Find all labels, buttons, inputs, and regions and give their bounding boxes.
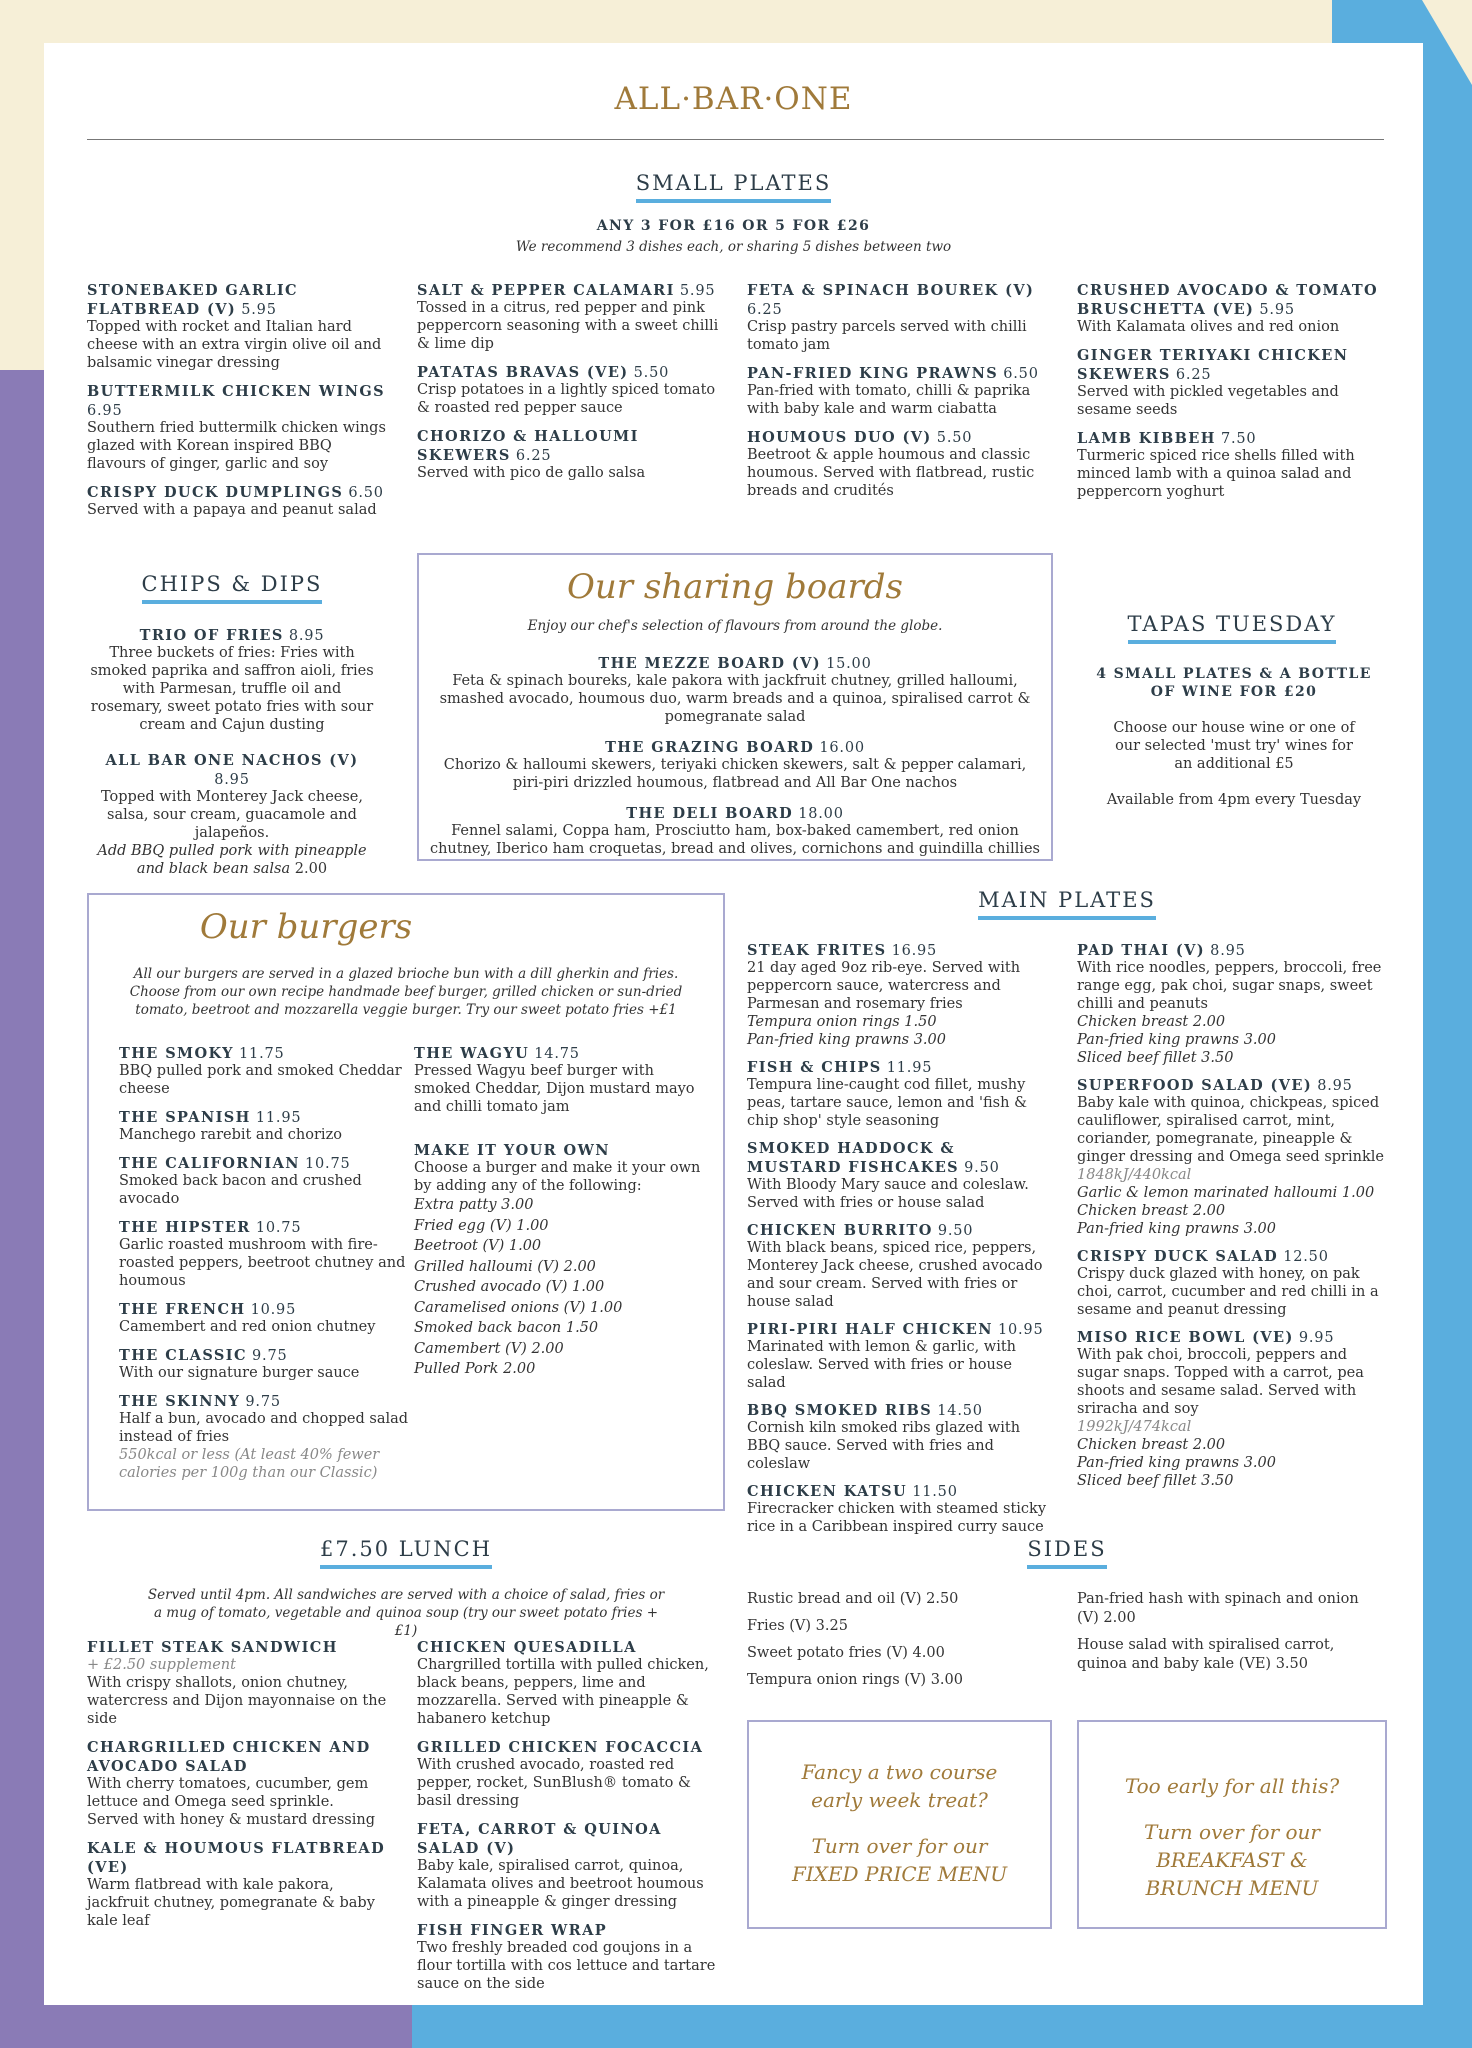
item-heading bbox=[87, 1637, 387, 1656]
item-price: 9.50 bbox=[937, 1223, 974, 1239]
item-description: Crispy duck glazed with honey, on pak choi, carrot, cucumber and red chilli in a sesame and peanut dressing bbox=[1077, 1266, 1379, 1318]
item-name: PAN-FRIED KING PRAWNS bbox=[747, 365, 999, 382]
item-price: 11.95 bbox=[255, 1110, 302, 1126]
item-description: Marinated with lemon & garlic, with coleslaw. Served with fries or house salad bbox=[747, 1339, 1017, 1391]
item-name: CHICKEN BURRITO bbox=[747, 1222, 933, 1239]
item-note: 1992kJ/474kcal bbox=[1077, 1419, 1192, 1435]
item-price: 14.50 bbox=[937, 1403, 983, 1419]
item-extra bbox=[87, 842, 377, 878]
item-note: 1848kJ/440kcal bbox=[1077, 1167, 1192, 1183]
small-plates-offer: ANY 3 FOR £16 OR 5 FOR £26 bbox=[596, 218, 871, 234]
menu-item bbox=[119, 1299, 409, 1336]
item-description: Baby kale, spiralised carrot, quinoa, Kalamata olives and beetroot houmous with a pineapple & ginger dressing bbox=[417, 1858, 704, 1910]
burger-extra: Beetroot (V) 1.00 bbox=[414, 1238, 542, 1254]
item-name: BUTTERMILK CHICKEN WINGS bbox=[87, 383, 386, 400]
small-plates-col4 bbox=[1077, 280, 1387, 510]
item-heading bbox=[87, 625, 377, 644]
item-name: THE GRAZING BOARD bbox=[605, 739, 815, 756]
small-plates-col1 bbox=[87, 280, 392, 528]
item-name: THE SPANISH bbox=[119, 1109, 251, 1126]
item-extra: Sliced beef fillet 3.50 bbox=[1077, 1050, 1234, 1066]
item-price: 18.00 bbox=[798, 806, 844, 822]
item-name: FISH FINGER WRAP bbox=[417, 1922, 608, 1939]
item-name: CRUSHED AVOCADO & TOMATO BRUSCHETTA (VE) bbox=[1077, 282, 1379, 318]
menu-item bbox=[417, 280, 722, 353]
side-item: Tempura onion rings (V) 3.00 bbox=[747, 1672, 963, 1688]
item-description: With cherry tomatoes, cucumber, gem lettuce and Omega seed sprinkle. Served with honey & mustard dressing bbox=[87, 1776, 375, 1828]
item-description: With black beans, spiced rice, peppers, Monterey Jack cheese, crushed avocado and sour cream. Served with fries or house salad bbox=[747, 1240, 1043, 1310]
item-price: 8.95 bbox=[1210, 943, 1246, 959]
menu-item bbox=[747, 1481, 1052, 1536]
item-name: SMOKED HADDOCK & MUSTARD FISHCAKES bbox=[747, 1140, 960, 1176]
item-description: Pressed Wagyu beef burger with smoked Cheddar, Dijon mustard mayo and chilli tomato jam bbox=[414, 1063, 695, 1115]
item-description: Three buckets of fries: Fries with smoked paprika and saffron aioli, fries with Parmesan, truffle oil and rosemary, sweet potato fries with sour cream and Cajun dusting bbox=[90, 645, 374, 733]
menu-item bbox=[1077, 1246, 1392, 1319]
side-item: Pan-fried hash with spinach and onion (V) 2.00 bbox=[1077, 1591, 1359, 1626]
item-name: CHICKEN QUESADILLA bbox=[417, 1639, 637, 1656]
item-heading bbox=[1077, 1075, 1392, 1094]
item-description: Smoked back bacon and crushed avocado bbox=[119, 1173, 362, 1207]
item-name: SALT & PEPPER CALAMARI bbox=[417, 282, 675, 299]
item-price: 10.95 bbox=[997, 1322, 1044, 1338]
burgers-title: Our burgers bbox=[199, 907, 413, 947]
item-heading bbox=[417, 1637, 722, 1656]
item-description: With our signature burger sauce bbox=[119, 1365, 360, 1381]
menu-item bbox=[119, 1345, 409, 1382]
item-name: THE WAGYU bbox=[414, 1045, 530, 1062]
menu-item bbox=[87, 381, 392, 473]
burger-extra: Extra patty 3.00 bbox=[414, 1197, 534, 1213]
item-description: With pak choi, broccoli, peppers and sugar snaps. Topped with a carrot, pea shoots and sesame salad. Served with sriracha and soy bbox=[1077, 1347, 1364, 1417]
item-heading bbox=[747, 1220, 1052, 1239]
menu-item bbox=[1077, 345, 1387, 419]
small-plates-col3 bbox=[747, 280, 1052, 509]
brand-logo: ALL·BAR·ONE bbox=[614, 81, 853, 117]
item-heading bbox=[747, 1138, 1052, 1176]
burgers-col2 bbox=[414, 1043, 704, 1380]
side-item: Fries (V) 3.25 bbox=[747, 1618, 848, 1634]
item-description: Served with a papaya and peanut salad bbox=[87, 502, 377, 518]
chips-dips-title: CHIPS & DIPS bbox=[87, 572, 377, 604]
small-plates-title: SMALL PLATES bbox=[44, 171, 1423, 203]
menu-item bbox=[87, 625, 377, 734]
menu-item bbox=[119, 1107, 409, 1144]
item-heading bbox=[119, 1153, 409, 1172]
breakfast-promo-line1: Too early for all this? bbox=[1124, 1774, 1340, 1798]
item-extra: Chicken breast 2.00 bbox=[1077, 1014, 1226, 1030]
item-name: PAD THAI (V) bbox=[1077, 942, 1206, 959]
menu-item bbox=[417, 362, 722, 417]
item-name: THE DELI BOARD bbox=[626, 805, 794, 822]
item-description: Tempura line-caught cod fillet, mushy peas, tartare sauce, lemon and 'fish & chip shop' style seasoning bbox=[747, 1077, 1027, 1129]
item-description: 21 day aged 9oz rib-eye. Served with peppercorn sauce, watercress and Parmesan and rosemary fries bbox=[747, 960, 1021, 1012]
sides-title: SIDES bbox=[747, 1537, 1387, 1569]
item-extra: Pan-fried king prawns 3.00 bbox=[1077, 1455, 1276, 1471]
item-extra: Pan-fried king prawns 3.00 bbox=[747, 1032, 946, 1048]
item-heading bbox=[747, 280, 1052, 318]
item-description: With rice noodles, peppers, broccoli, free range egg, pak choi, sugar snaps, sweet chilli and peanuts bbox=[1077, 960, 1382, 1012]
item-price: 14.75 bbox=[534, 1046, 580, 1062]
menu-item bbox=[87, 1838, 387, 1930]
item-heading bbox=[429, 737, 1041, 756]
item-heading bbox=[87, 482, 392, 501]
item-extra: Tempura onion rings 1.50 bbox=[747, 1014, 937, 1030]
item-price: 11.95 bbox=[886, 1060, 933, 1076]
menu-item bbox=[119, 1217, 409, 1290]
item-name: FILLET STEAK SANDWICH bbox=[87, 1639, 338, 1656]
item-heading bbox=[417, 362, 722, 381]
menu-item bbox=[747, 1057, 1052, 1130]
menu-item bbox=[429, 653, 1041, 726]
item-description: Served with pickled vegetables and sesame seeds bbox=[1077, 384, 1339, 418]
tapas-desc: Choose our house wine or one of our selected 'must try' wines for an additional £5 bbox=[1113, 720, 1355, 772]
menu-item bbox=[1077, 280, 1387, 336]
item-name: THE MEZZE BOARD (V) bbox=[598, 655, 821, 672]
item-description: With Bloody Mary sauce and coleslaw. Served with fries or house salad bbox=[747, 1177, 1029, 1211]
main-plates-col1 bbox=[747, 940, 1052, 1544]
menu-item bbox=[417, 1819, 722, 1911]
item-description: Turmeric spiced rice shells filled with minced lamb with a quinoa salad and peppercorn yoghurt bbox=[1077, 448, 1355, 500]
fixed-price-promo-line2: Turn over for our FIXED PRICE MENU bbox=[791, 1834, 1008, 1886]
item-price: 7.50 bbox=[1220, 431, 1257, 447]
menu-item bbox=[417, 426, 722, 482]
item-description: Pan-fried with tomato, chilli & paprika with baby kale and warm ciabatta bbox=[747, 383, 1031, 417]
item-price: 11.50 bbox=[912, 1484, 958, 1500]
menu-item bbox=[119, 1153, 409, 1208]
item-heading bbox=[747, 1481, 1052, 1500]
menu-item bbox=[119, 1043, 409, 1098]
item-name: LAMB KIBBEH bbox=[1077, 430, 1216, 447]
item-description: Crisp pastry parcels served with chilli tomato jam bbox=[747, 319, 1027, 353]
item-price: 6.25 bbox=[515, 448, 552, 464]
item-price: 6.25 bbox=[1175, 367, 1212, 383]
item-heading bbox=[747, 1319, 1052, 1338]
header-rule bbox=[87, 139, 1384, 140]
burger-extra: Crushed avocado (V) 1.00 bbox=[414, 1279, 605, 1295]
item-price: 15.00 bbox=[826, 656, 872, 672]
menu-item bbox=[429, 803, 1041, 858]
item-price: 8.95 bbox=[1317, 1078, 1353, 1094]
item-price: 5.50 bbox=[936, 430, 973, 446]
item-price: 9.75 bbox=[245, 1394, 281, 1410]
menu-item bbox=[87, 1737, 387, 1829]
item-price: 9.95 bbox=[1298, 1330, 1335, 1346]
item-price: 8.95 bbox=[288, 628, 325, 644]
menu-item bbox=[119, 1391, 409, 1482]
item-name: CHORIZO & HALLOUMI SKEWERS bbox=[417, 428, 639, 464]
item-extra: Pan-fried king prawns 3.00 bbox=[1077, 1221, 1276, 1237]
sides-col2 bbox=[1077, 1590, 1382, 1682]
item-name: THE SMOKY bbox=[119, 1045, 234, 1062]
burgers-box bbox=[87, 893, 725, 1511]
side-item: Rustic bread and oil (V) 2.50 bbox=[747, 1591, 959, 1607]
menu-item bbox=[87, 750, 377, 878]
sharing-boards-subtitle: Enjoy our chef's selection of flavours from around the globe. bbox=[527, 618, 943, 634]
item-extra-price: 2.00 bbox=[294, 861, 328, 877]
item-name: PIRI-PIRI HALF CHICKEN bbox=[747, 1321, 993, 1338]
item-extra: Chicken breast 2.00 bbox=[1077, 1203, 1226, 1219]
item-heading bbox=[1077, 1327, 1392, 1346]
item-name: KALE & HOUMOUS FLATBREAD (VE) bbox=[87, 1840, 386, 1876]
menu-item bbox=[87, 1637, 387, 1728]
sharing-boards-box bbox=[417, 553, 1053, 861]
item-description: Topped with Monterey Jack cheese, salsa, sour cream, guacamole and jalapeños. bbox=[101, 789, 363, 841]
item-description: Firecracker chicken with steamed sticky rice in a Caribbean inspired curry sauce bbox=[747, 1501, 1047, 1535]
menu-item bbox=[417, 1737, 722, 1810]
item-name: CRISPY DUCK DUMPLINGS bbox=[87, 484, 344, 501]
item-heading bbox=[417, 426, 722, 464]
tapas-tuesday-title: TAPAS TUESDAY bbox=[1077, 612, 1387, 644]
sharing-boards-list bbox=[429, 653, 1041, 869]
burger-extra: Pulled Pork 2.00 bbox=[414, 1361, 536, 1377]
breakfast-promo bbox=[1077, 1720, 1387, 1929]
item-description: Fennel salami, Coppa ham, Prosciutto ham, box-baked camembert, red onion chutney, Iberico ham croquetas, bread and olives, cornichons and guindilla chillies bbox=[429, 823, 1041, 857]
lunch-title: £7.50 LUNCH bbox=[87, 1537, 725, 1569]
item-description: Cornish kiln smoked ribs glazed with BBQ sauce. Served with fries and coleslaw bbox=[747, 1420, 1021, 1472]
item-description: Beetroot & apple houmous and classic houmous. Served with flatbread, rustic breads and crudités bbox=[747, 447, 1035, 499]
item-name: STONEBAKED GARLIC FLATBREAD (V) bbox=[87, 282, 298, 318]
menu-sheet bbox=[44, 43, 1423, 2005]
item-heading bbox=[417, 1819, 722, 1857]
item-extra: Sliced beef fillet 3.50 bbox=[1077, 1473, 1234, 1489]
item-price: 9.50 bbox=[964, 1160, 1000, 1176]
item-heading bbox=[1077, 940, 1392, 959]
item-price: 6.50 bbox=[348, 485, 384, 501]
item-heading bbox=[747, 1057, 1052, 1076]
item-description: BBQ pulled pork and smoked Cheddar cheese bbox=[119, 1063, 402, 1097]
item-heading bbox=[119, 1043, 409, 1062]
item-heading bbox=[429, 803, 1041, 822]
item-name: THE CLASSIC bbox=[119, 1347, 247, 1364]
burger-extra: Grilled halloumi (V) 2.00 bbox=[414, 1258, 596, 1275]
menu-item bbox=[747, 363, 1052, 418]
item-name: THE HIPSTER bbox=[119, 1219, 251, 1236]
item-heading bbox=[119, 1107, 409, 1126]
menu-item bbox=[747, 1319, 1052, 1392]
item-name: GINGER TERIYAKI CHICKEN SKEWERS bbox=[1077, 347, 1349, 383]
burgers-col1 bbox=[119, 1043, 409, 1491]
item-name: THE CALIFORNIAN bbox=[119, 1155, 300, 1172]
item-price: 10.75 bbox=[255, 1220, 302, 1236]
item-extra-text: Add BBQ pulled pork with pineapple and black bean salsa bbox=[97, 843, 367, 877]
fixed-price-promo-line1: Fancy a two course early week treat? bbox=[801, 1760, 998, 1812]
breakfast-promo-line2: Turn over for our BREAKFAST & BRUNCH MENU bbox=[1144, 1820, 1320, 1900]
item-description: Choose a burger and make it your own by adding any of the following: bbox=[414, 1160, 701, 1194]
side-item: Sweet potato fries (V) 4.00 bbox=[747, 1645, 945, 1661]
item-heading bbox=[87, 381, 392, 419]
item-price: 5.95 bbox=[679, 283, 716, 299]
item-name: CRISPY DUCK SALAD bbox=[1077, 1248, 1279, 1265]
main-plates-col2 bbox=[1077, 940, 1392, 1498]
tapas-offer: 4 SMALL PLATES & A BOTTLE OF WINE FOR £20 bbox=[1096, 666, 1372, 700]
item-price: 16.95 bbox=[891, 943, 938, 959]
menu-item bbox=[87, 280, 392, 372]
sharing-boards-title: Our sharing boards bbox=[566, 567, 903, 607]
item-description: Half a bun, avocado and chopped salad instead of fries bbox=[119, 1411, 409, 1445]
menu-item bbox=[747, 1220, 1052, 1311]
item-description: Crisp potatoes in a lightly spiced tomato & roasted red pepper sauce bbox=[417, 382, 716, 416]
item-heading bbox=[87, 280, 392, 318]
menu-item bbox=[747, 1138, 1052, 1212]
chips-dips-list bbox=[87, 625, 377, 894]
item-heading bbox=[87, 1838, 387, 1876]
item-price: 5.50 bbox=[633, 365, 670, 381]
lunch-intro: Served until 4pm. All sandwiches are served with a choice of salad, fries or a mug of tomato, vegetable and quinoa soup (try our sweet potato fries +£1) bbox=[147, 1587, 665, 1639]
item-price: 5.95 bbox=[1259, 302, 1295, 318]
item-description: With crispy shallots, onion chutney, watercress and Dijon mayonnaise on the side bbox=[87, 1675, 387, 1727]
menu-item bbox=[1077, 1327, 1392, 1490]
item-description: With crushed avocado, roasted red pepper, rocket, SunBlush® tomato & basil dressing bbox=[417, 1757, 691, 1809]
burgers-intro: All our burgers are served in a glazed brioche bun with a dill gherkin and fries. Choose from our own recipe handmade beef burger, grilled chicken or sun-dried tomato, beetroot and mozzarella veggie burger. Try our sweet potato fries +£1 bbox=[129, 966, 683, 1018]
tapas-availability: Available from 4pm every Tuesday bbox=[1106, 792, 1362, 808]
burger-extra: Camembert (V) 2.00 bbox=[414, 1340, 564, 1357]
item-price: 8.95 bbox=[214, 772, 250, 788]
item-extra: Pan-fried king prawns 3.00 bbox=[1077, 1032, 1276, 1048]
menu-item bbox=[747, 940, 1052, 1049]
item-price: 12.50 bbox=[1283, 1249, 1329, 1265]
menu-item bbox=[1077, 1075, 1392, 1238]
item-description: Topped with rocket and Italian hard cheese with an extra virgin olive oil and balsamic vinegar dressing bbox=[87, 319, 382, 371]
item-heading bbox=[1077, 1246, 1392, 1265]
item-price: 11.75 bbox=[239, 1046, 285, 1062]
item-note: 550kcal or less (At least 40% fewer calories per 100g than our Classic) bbox=[119, 1447, 380, 1481]
item-name: CHICKEN KATSU bbox=[747, 1483, 908, 1500]
item-name: FETA & SPINACH BOUREK (V) bbox=[747, 282, 1035, 299]
item-price: 10.75 bbox=[304, 1156, 351, 1172]
item-heading bbox=[1077, 428, 1387, 447]
item-name: ALL BAR ONE NACHOS (V) bbox=[105, 752, 359, 769]
item-name: TRIO OF FRIES bbox=[139, 627, 284, 644]
item-heading bbox=[747, 427, 1052, 446]
item-description: Served with pico de gallo salsa bbox=[417, 465, 646, 481]
item-price: 6.50 bbox=[1003, 366, 1039, 382]
item-description: Feta & spinach boureks, kale pakora with jackfruit chutney, grilled halloumi, smashed avocado, houmous duo, warm breads and a quinoa, spiralised carrot & pomegranate salad bbox=[439, 673, 1031, 725]
fixed-price-promo bbox=[747, 1720, 1052, 1929]
item-price: 6.95 bbox=[87, 403, 123, 419]
item-description: Garlic roasted mushroom with fire-roasted peppers, beetroot chutney and houmous bbox=[119, 1237, 406, 1289]
burger-extra: Fried egg (V) 1.00 bbox=[414, 1217, 549, 1234]
item-price: 5.95 bbox=[241, 302, 277, 318]
item-name: CHARGRILLED CHICKEN AND AVOCADO SALAD bbox=[87, 1739, 371, 1775]
item-heading bbox=[417, 280, 722, 299]
item-price: 16.00 bbox=[819, 740, 865, 756]
item-heading bbox=[747, 1400, 1052, 1419]
menu-item-wagyu bbox=[414, 1043, 704, 1116]
menu-item bbox=[747, 1400, 1052, 1473]
side-item: House salad with spiralised carrot, quinoa and baby kale (VE) 3.50 bbox=[1077, 1637, 1335, 1672]
item-description: Chargrilled tortilla with pulled chicken, black beans, peppers, lime and mozzarella. Served with pineapple & habanero ketchup bbox=[417, 1657, 709, 1727]
item-price: 10.95 bbox=[250, 1302, 297, 1318]
item-heading bbox=[119, 1299, 409, 1318]
item-description: Southern fried buttermilk chicken wings glazed with Korean inspired BBQ flavours of ginger, garlic and soy bbox=[87, 420, 386, 472]
lunch-col2 bbox=[417, 1637, 722, 2002]
item-description: Baby kale with quinoa, chickpeas, spiced cauliflower, spiralised carrot, mint, coriander, pomegranate, pineapple & ginger dressing and Omega seed sprinkle bbox=[1077, 1095, 1384, 1165]
item-heading bbox=[747, 363, 1052, 382]
item-name: MISO RICE BOWL (VE) bbox=[1077, 1329, 1294, 1346]
item-heading bbox=[429, 653, 1041, 672]
item-note: + £2.50 supplement bbox=[87, 1657, 236, 1673]
item-price: 9.75 bbox=[252, 1348, 288, 1364]
item-name: STEAK FRITES bbox=[747, 942, 887, 959]
burger-extra: Smoked back bacon 1.50 bbox=[414, 1320, 599, 1336]
item-description: Manchego rarebit and chorizo bbox=[119, 1127, 342, 1143]
item-name: PATATAS BRAVAS (VE) bbox=[417, 364, 629, 381]
item-heading bbox=[119, 1217, 409, 1236]
burger-extra: Caramelised onions (V) 1.00 bbox=[414, 1299, 623, 1316]
menu-item bbox=[417, 1920, 722, 1993]
background-bottom-band bbox=[0, 2000, 1472, 2048]
menu-item bbox=[747, 427, 1052, 500]
item-name: GRILLED CHICKEN FOCACCIA bbox=[417, 1739, 704, 1756]
main-plates-title: MAIN PLATES bbox=[747, 888, 1387, 920]
item-heading bbox=[119, 1391, 409, 1410]
item-extra: Garlic & lemon marinated halloumi 1.00 bbox=[1077, 1185, 1375, 1201]
item-name: HOUMOUS DUO (V) bbox=[747, 429, 932, 446]
menu-item bbox=[87, 482, 392, 519]
menu-item bbox=[1077, 428, 1387, 501]
item-heading bbox=[119, 1345, 409, 1364]
item-description: Tossed in a citrus, red pepper and pink peppercorn seasoning with a sweet chilli & lime dip bbox=[417, 300, 719, 352]
item-name: FISH & CHIPS bbox=[747, 1059, 882, 1076]
item-heading bbox=[747, 940, 1052, 959]
item-name: BBQ SMOKED RIBS bbox=[747, 1402, 933, 1419]
item-description: Chorizo & halloumi skewers, teriyaki chicken skewers, salt & pepper calamari, piri-piri drizzled houmous, flatbread and All Bar One nachos bbox=[443, 757, 1027, 791]
small-plates-note: We recommend 3 dishes each, or sharing 5 dishes between two bbox=[515, 239, 952, 255]
item-extra: Chicken breast 2.00 bbox=[1077, 1437, 1226, 1453]
item-heading bbox=[1077, 280, 1387, 318]
menu-item bbox=[417, 1637, 722, 1728]
item-heading bbox=[417, 1920, 722, 1939]
small-plates-col2 bbox=[417, 280, 722, 491]
item-name: THE SKINNY bbox=[119, 1393, 241, 1410]
item-name: THE FRENCH bbox=[119, 1301, 246, 1318]
lunch-col1 bbox=[87, 1637, 387, 1939]
item-description: Warm flatbread with kale pakora, jackfruit chutney, pomegranate & baby kale leaf bbox=[87, 1877, 375, 1929]
item-heading bbox=[417, 1737, 722, 1756]
item-name: SUPERFOOD SALAD (VE) bbox=[1077, 1077, 1313, 1094]
item-price: 6.25 bbox=[747, 302, 783, 318]
item-heading bbox=[87, 1737, 387, 1775]
item-description: Camembert and red onion chutney bbox=[119, 1319, 376, 1335]
item-heading bbox=[1077, 345, 1387, 383]
menu-item bbox=[747, 280, 1052, 354]
background-corner bbox=[1422, 0, 1472, 85]
make-your-own bbox=[414, 1142, 704, 1380]
item-description: Two freshly breaded cod goujons in a flour tortilla with cos lettuce and tartare sauce on the side bbox=[417, 1940, 716, 1992]
sides-col1 bbox=[747, 1590, 1052, 1698]
item-name: FETA, CARROT & QUINOA SALAD (V) bbox=[417, 1821, 662, 1857]
item-description: With Kalamata olives and red onion bbox=[1077, 319, 1340, 335]
item-heading bbox=[414, 1043, 704, 1062]
menu-item bbox=[429, 737, 1041, 792]
item-name: MAKE IT YOUR OWN bbox=[414, 1142, 610, 1159]
item-heading bbox=[87, 750, 377, 788]
menu-item bbox=[1077, 940, 1392, 1067]
